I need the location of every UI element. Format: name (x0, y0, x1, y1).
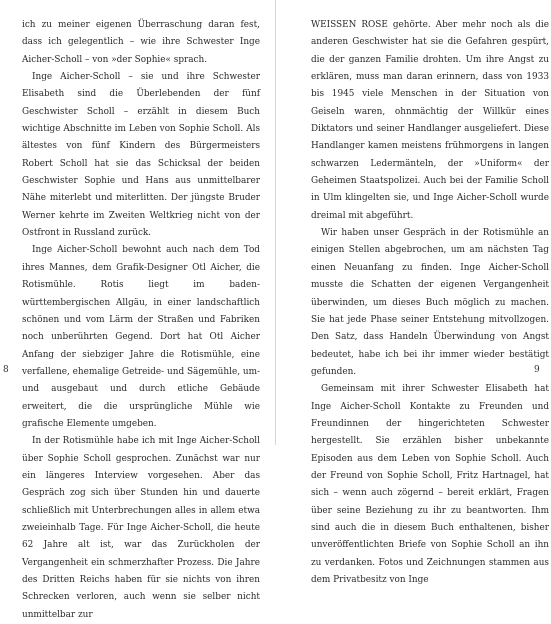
right-paragraph-2: Wir haben unser Gespräch in der Rotismühle an einigen Stellen abgebrochen, um am nächsten Tag einen Neuanfang zu finden. Inge Aicher-Scholl musste die Schatten der eigenen Vergangenheit überwinden, um dieses Buch möglich zu machen. Sie hat jede Phase seiner Entstehung mitvollzogen. Den Satz, dass Handeln Überwindung von Angst bedeutet, habe ich bei ihr immer wieder bestätigt gefunden. (311, 228, 549, 377)
right-paragraph-3: Gemeinsam mit ihrer Schwester Elisabeth hat Inge Aicher-Scholl Kontakte zu Freunden und Freundinnen der hingerichteten Schwester hergestellt. Sie erzählen bisher unbekannte Episoden aus dem Leben von Sophie Scholl. Auch der Freund von Sophie Scholl, Fritz Hartnagel, hat sich – wenn auch zögernd – bereit erklärt, Fragen über seine Beziehung zu ihr zu beantworten. Ihm sind auch die in diesem Buch enthaltenen, bisher unveröffentlichten Briefe von Sophie Scholl an ihn zu verdanken. Fotos und Zeichnungen stammen aus dem Privatbesitz von Inge (311, 384, 549, 585)
left-paragraph-3: Inge Aicher-Scholl bewohnt auch nach dem Tod ihres Mannes, dem Grafik-Designer Otl Aicher, die Rotismühle. Rotis liegt im baden-württembergischen Allgäu, in einer landschaftlich schönen und vom Lärm der Straßen und Fabriken noch unberührten Gegend. Dort hat Otl Aicher Anfang der siebziger Jahre die Rotismühle, eine verfallene, ehemalige Getreide- und Sägemühle, um- und ausgebaut und durch etliche Gebäude erweitert, die die ursprüngliche Mühle wie grafische Elemente umgeben. (22, 245, 260, 429)
right-page-number: 9 (534, 365, 540, 375)
left-page-number: 8 (3, 365, 9, 375)
left-page (0, 0, 275, 620)
left-page-text (22, 17, 260, 624)
right-page (276, 0, 551, 585)
right-page-text (311, 17, 549, 589)
left-paragraph-1: ich zu meiner eigenen Überraschung daran fest, dass ich gelegentlich – wie ihre Schwester Inge Aicher-Scholl – von »der Sophie« sprach. (22, 20, 260, 65)
left-paragraph-4: In der Rotismühle habe ich mit Inge Aicher-Scholl über Sophie Scholl gesprochen. Zunächst war nur ein längeres Interview vorgesehen. Aber das Gespräch zog sich über Stunden hin und dauerte schließlich mit Unterbrechungen alles in allem etwa zweieinhalb Tage. Für Inge Aicher-Scholl, die heute 62 Jahre alt ist, war das Zurückholen der Vergangenheit ein schmerzhafter Prozess. Die Jahre des Dritten Reichs haben für sie nichts von ihren Schrecken verloren, auch wenn sie selber nicht unmittelbar zur (22, 436, 260, 620)
left-paragraph-2: Inge Aicher-Scholl – sie und ihre Schwester Elisabeth sind die Überlebenden der fünf Geschwister Scholl – erzählt in diesem Buch wichtige Abschnitte im Leben von Sophie Scholl. Als ältestes von fünf Kindern des Bürgermeisters Robert Scholl hat sie das Schicksal der beiden Geschwister Sophie und Hans aus unmittelbarer Nähe miterlebt und miterlitten. Der jüngste Bruder Werner kehrte im Zweiten Weltkrieg nicht von der Ostfront in Russland zurück. (22, 72, 260, 239)
right-paragraph-1: WEISSEN ROSE gehörte. Aber mehr noch als die anderen Geschwister hat sie die Gefahren gespürt, die der ganzen Familie drohten. Um ihre Angst zu erklären, muss man daran erinnern, dass von 1933 bis 1945 viele Menschen in der Situation von Geiseln waren, ohnmächtig der Willkür eines Diktators und seiner Handlanger ausgeliefert. Diese Handlanger kamen meistens frühmorgens in langen schwarzen Ledermänteln, der »Uniform« der Geheimen Staatspolizei. Auch bei der Familie Scholl in Ulm klingelten sie, und Inge Aicher-Scholl wurde dreimal mit abgeführt. (311, 20, 549, 221)
